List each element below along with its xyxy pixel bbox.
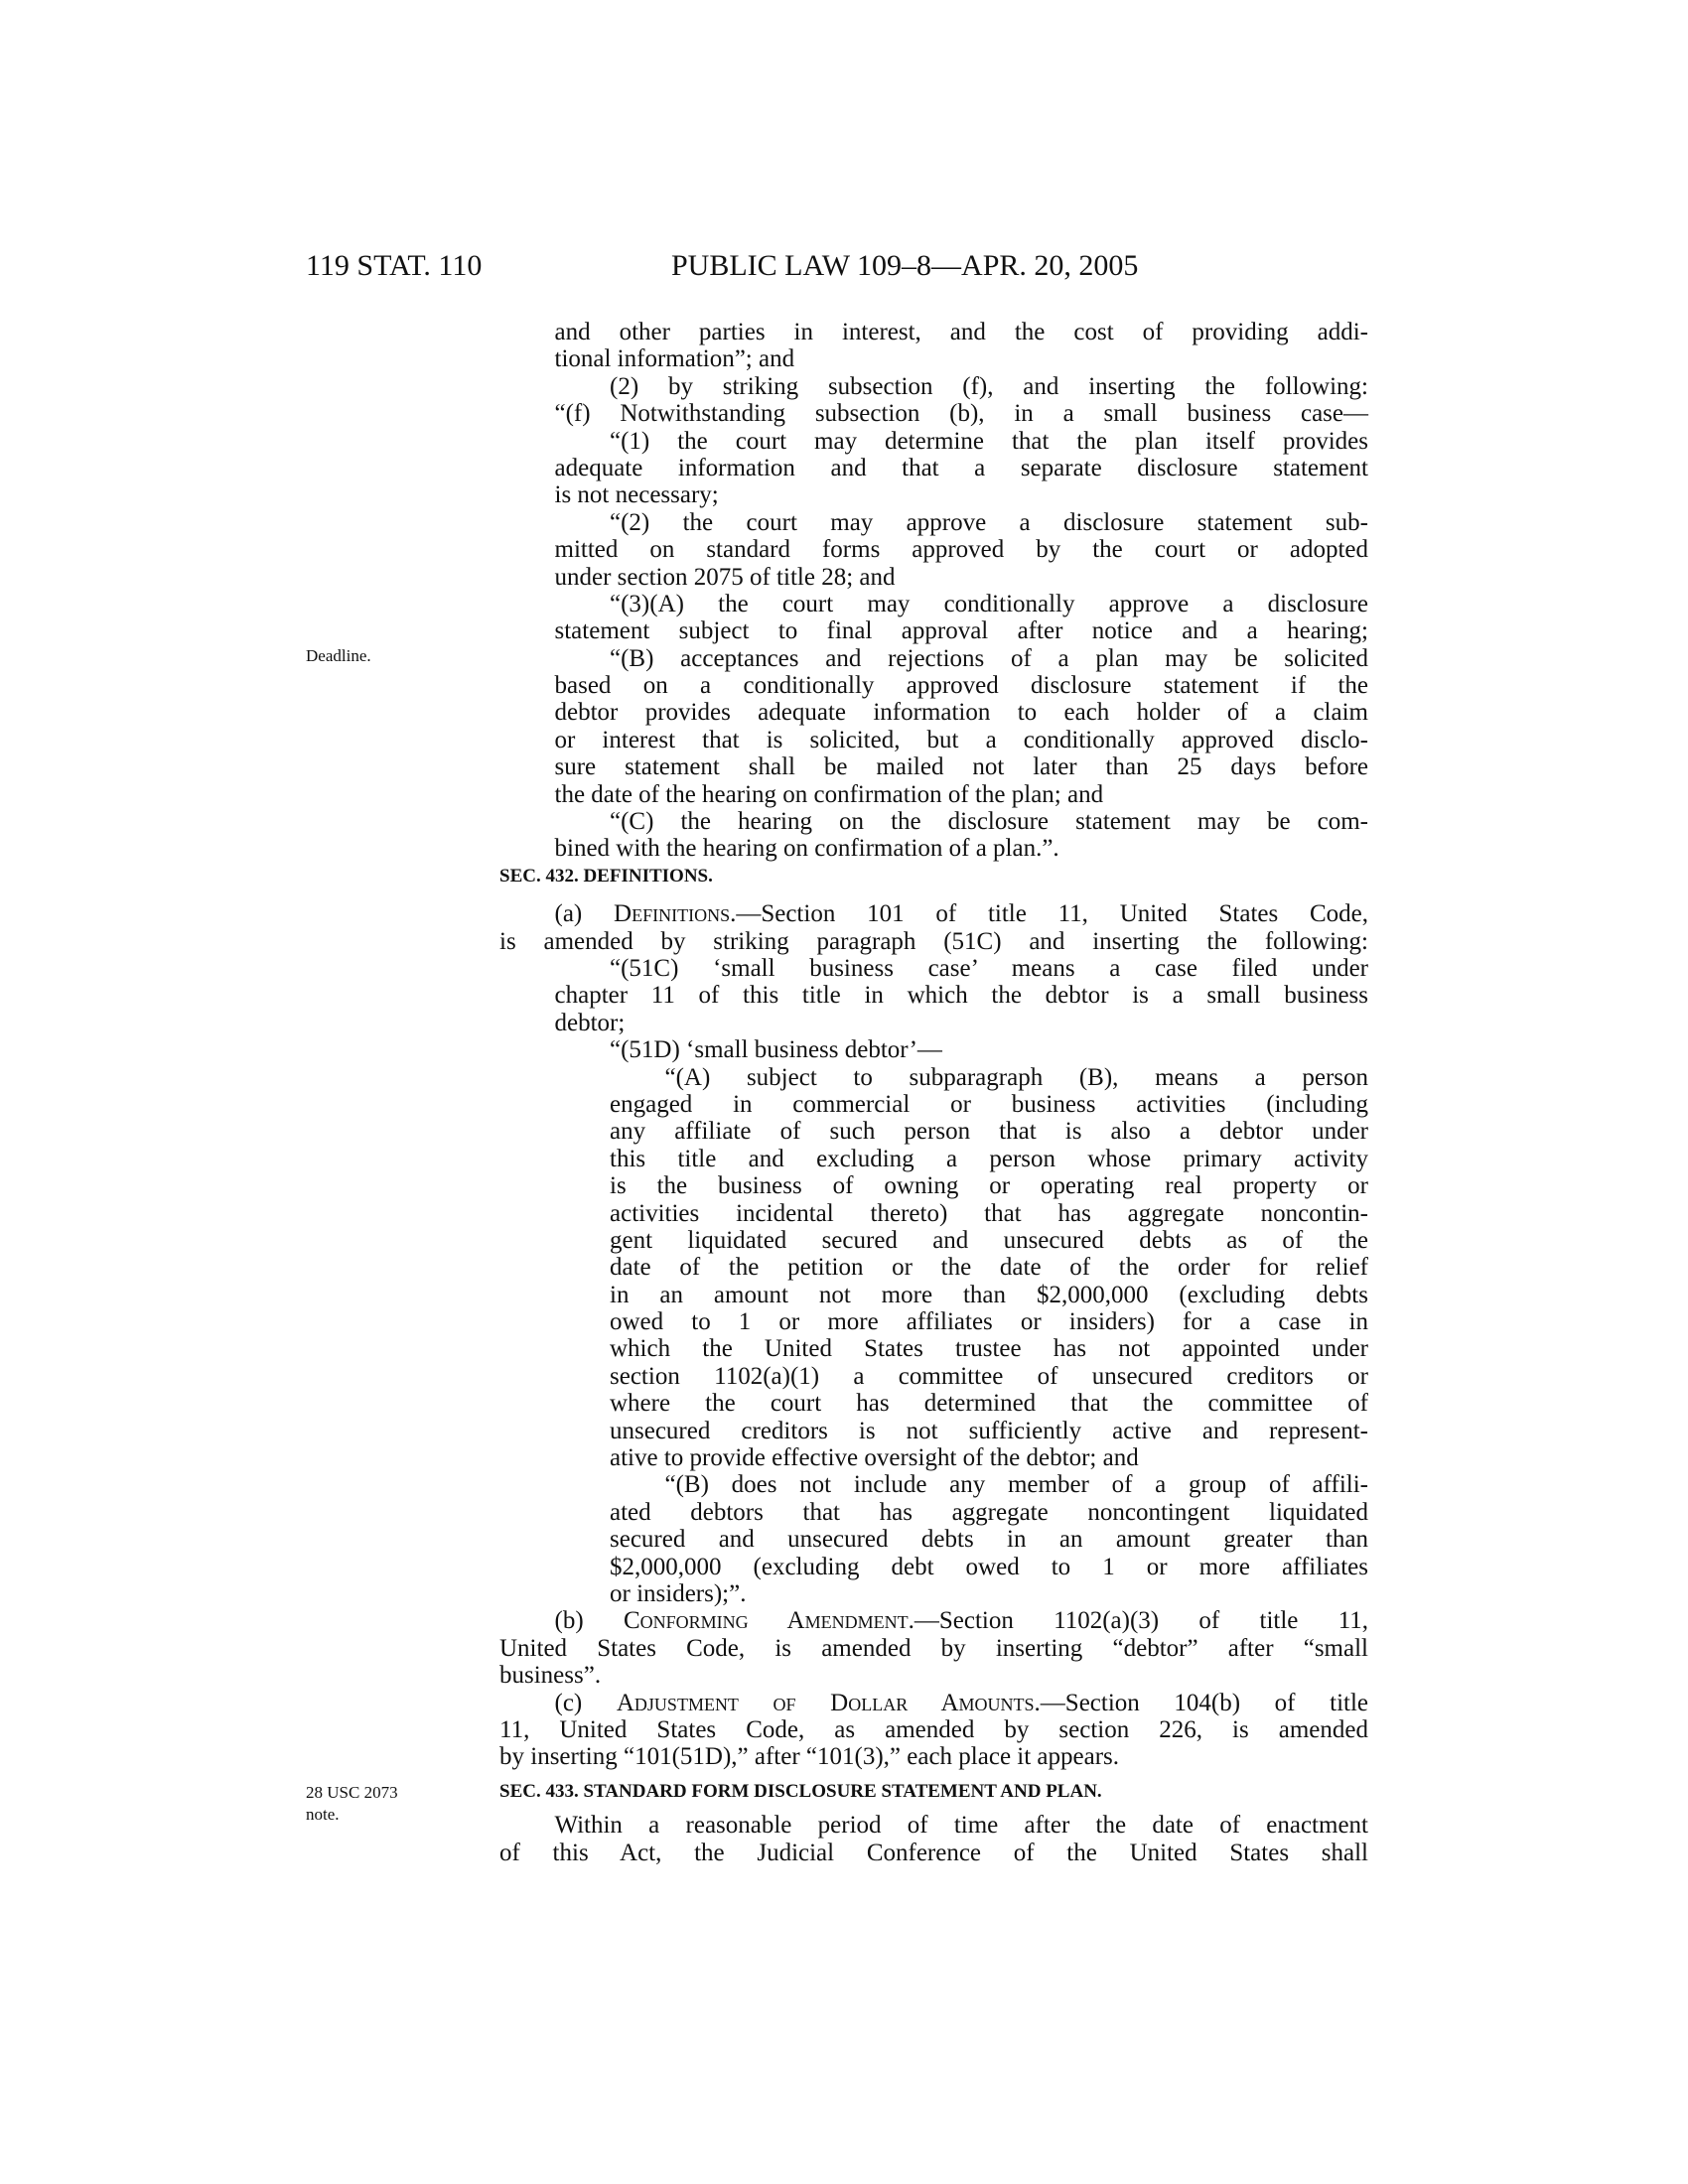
text-line: adequate information and that a separate disclosure statement: [554, 454, 1368, 481]
text-line: by inserting “101(51D),” after “101(3),” each place it appears.: [499, 1743, 1120, 1771]
text-line: Within a reasonable period of time after the date of enactment: [554, 1812, 1368, 1840]
text-line: gent liquidated secured and unsecured debts as of the: [610, 1226, 1368, 1254]
text-line: United States Code, is amended by inserting “debtor” after “small: [499, 1634, 1368, 1662]
text-line: mitted on standard forms approved by the court or adopted: [554, 536, 1368, 564]
text-line: “(B) acceptances and rejections of a plan may be solicited: [610, 644, 1368, 672]
text-line: debtor provides adequate information to each holder of a claim: [554, 699, 1368, 727]
text-line: debtor;: [554, 1009, 626, 1036]
text-line: “(2) the court may approve a disclosure statement sub-: [610, 508, 1368, 536]
text-line: or interest that is solicited, but a conditionally approved disclo-: [554, 726, 1368, 753]
section-heading: SEC. 432. DEFINITIONS.: [499, 865, 713, 887]
text-line: (2) by striking subsection (f), and inserting the following:: [610, 372, 1368, 400]
text-line: under section 2075 of title 28; and: [554, 563, 896, 591]
text-line: business”.: [499, 1662, 602, 1690]
paragraph: [555, 509, 1369, 591]
text-line: in an amount not more than $2,000,000 (excluding debts: [610, 1281, 1368, 1308]
section-heading: SEC. 433. STANDARD FORM DISCLOSURE STATEMENT AND PLAN.: [499, 1780, 1102, 1802]
text-line: “(51C) ‘small business case’ means a case filed under: [610, 955, 1368, 982]
paragraph: [610, 1471, 1368, 1607]
text-line: ated debtors that has aggregate noncontingent liquidated: [610, 1498, 1368, 1526]
paragraph: [499, 1690, 1368, 1771]
text-line: the date of the hearing on confirmation of the plan; and: [554, 780, 1104, 808]
text-line: date of the petition or the date of the order for relief: [610, 1254, 1368, 1282]
paragraph: [499, 1812, 1368, 1866]
text-line: or insiders);”.: [610, 1579, 747, 1607]
subsection-caption: Conforming Amendment.: [623, 1607, 914, 1635]
paragraph: [555, 373, 1369, 400]
paragraph: [610, 1064, 1368, 1472]
text-line: any affiliate of such person that is also a debtor under: [610, 1118, 1368, 1146]
text-line: “(A) subject to subparagraph (B), means a person: [664, 1063, 1368, 1091]
subsection-caption: Adjustment of Dollar Amounts.: [616, 1689, 1041, 1716]
text-line: is the business of owning or operating real property or: [610, 1172, 1368, 1200]
text-line: chapter 11 of this title in which the debtor is a small business: [554, 982, 1368, 1010]
text-line: $2,000,000 (excluding debt owed to 1 or more affiliates: [610, 1553, 1368, 1580]
text-segment: —Section 101 of title 11, United States Code,: [736, 900, 1369, 928]
text-line: is not necessary;: [554, 481, 719, 509]
text-line: owed to 1 or more affiliates or insiders) for a case in: [610, 1308, 1368, 1336]
sidenote-usc: [306, 1782, 398, 1826]
text-line: section 1102(a)(1) a committee of unsecured creditors or: [610, 1362, 1368, 1390]
text-line: [499, 900, 1368, 927]
paragraph: [499, 1607, 1368, 1689]
subsection-caption: Definitions.: [614, 900, 737, 928]
text-line: secured and unsecured debts in an amount greater than: [610, 1526, 1368, 1554]
paragraph: [555, 1036, 1369, 1063]
paragraph: [555, 955, 1369, 1036]
text-line: tional information”; and: [554, 345, 795, 373]
text-line: statement subject to final approval after notice and a hearing;: [554, 617, 1368, 645]
text-segment: —Section 1102(a)(3) of title 11,: [914, 1607, 1369, 1635]
sidenote-usc-line1: 28 USC 2073: [306, 1783, 398, 1802]
text-line: “(B) does not include any member of a group of affili-: [664, 1471, 1368, 1499]
text-line: sure statement shall be mailed not later than 25 days before: [554, 753, 1368, 781]
document-body: [499, 319, 1368, 1866]
sidenote-usc-line2: note.: [306, 1805, 340, 1824]
text-line: “(3)(A) the court may conditionally approve a disclosure: [610, 590, 1368, 617]
paragraph: [555, 808, 1369, 863]
text-line: “(1) the court may determine that the plan itself provides: [610, 427, 1368, 455]
paragraph: [555, 591, 1369, 645]
text-line: “(f) Notwithstanding subsection (b), in a small business case—: [554, 400, 1368, 428]
paragraph: [555, 428, 1369, 509]
text-line: engaged in commercial or business activities (including: [610, 1090, 1368, 1118]
text-line: of this Act, the Judicial Conference of the United States shall: [499, 1839, 1368, 1866]
paragraph: [499, 900, 1368, 955]
text-line: which the United States trustee has not appointed under: [610, 1335, 1368, 1363]
text-line: is amended by striking paragraph (51C) and inserting the following:: [499, 927, 1368, 955]
text-line: activities incidental thereto) that has aggregate noncontin-: [610, 1199, 1368, 1227]
page-stat-number: 119 STAT. 110: [306, 249, 483, 282]
text-line: [499, 1690, 1368, 1716]
text-line: ative to provide effective oversight of the debtor; and: [610, 1444, 1139, 1472]
text-line: unsecured creditors is not sufficiently active and represent-: [610, 1417, 1368, 1444]
paragraph: [555, 400, 1369, 427]
text-line: and other parties in interest, and the cost of providing addi-: [554, 319, 1368, 345]
text-line: “(51D) ‘small business debtor’—: [610, 1036, 942, 1064]
text-line: where the court has determined that the committee of: [610, 1390, 1368, 1418]
text-segment: (b): [554, 1607, 624, 1635]
text-segment: (a): [554, 900, 615, 928]
running-header-title: PUBLIC LAW 109–8—APR. 20, 2005: [671, 249, 1139, 282]
text-line: this title and excluding a person whose primary activity: [610, 1145, 1368, 1172]
text-line: “(C) the hearing on the disclosure statement may be com-: [610, 808, 1368, 836]
text-line: based on a conditionally approved disclosure statement if the: [554, 672, 1368, 700]
paragraph: [555, 319, 1369, 373]
text-segment: —Section 104(b) of title: [1040, 1689, 1369, 1716]
paragraph: [555, 645, 1369, 808]
text-line: bined with the hearing on confirmation of a plan.”.: [554, 835, 1059, 863]
text-line: 11, United States Code, as amended by section 226, is amended: [499, 1715, 1368, 1743]
text-line: [499, 1607, 1368, 1634]
sidenote-deadline: Deadline.: [306, 646, 371, 665]
text-segment: (c): [554, 1689, 617, 1716]
